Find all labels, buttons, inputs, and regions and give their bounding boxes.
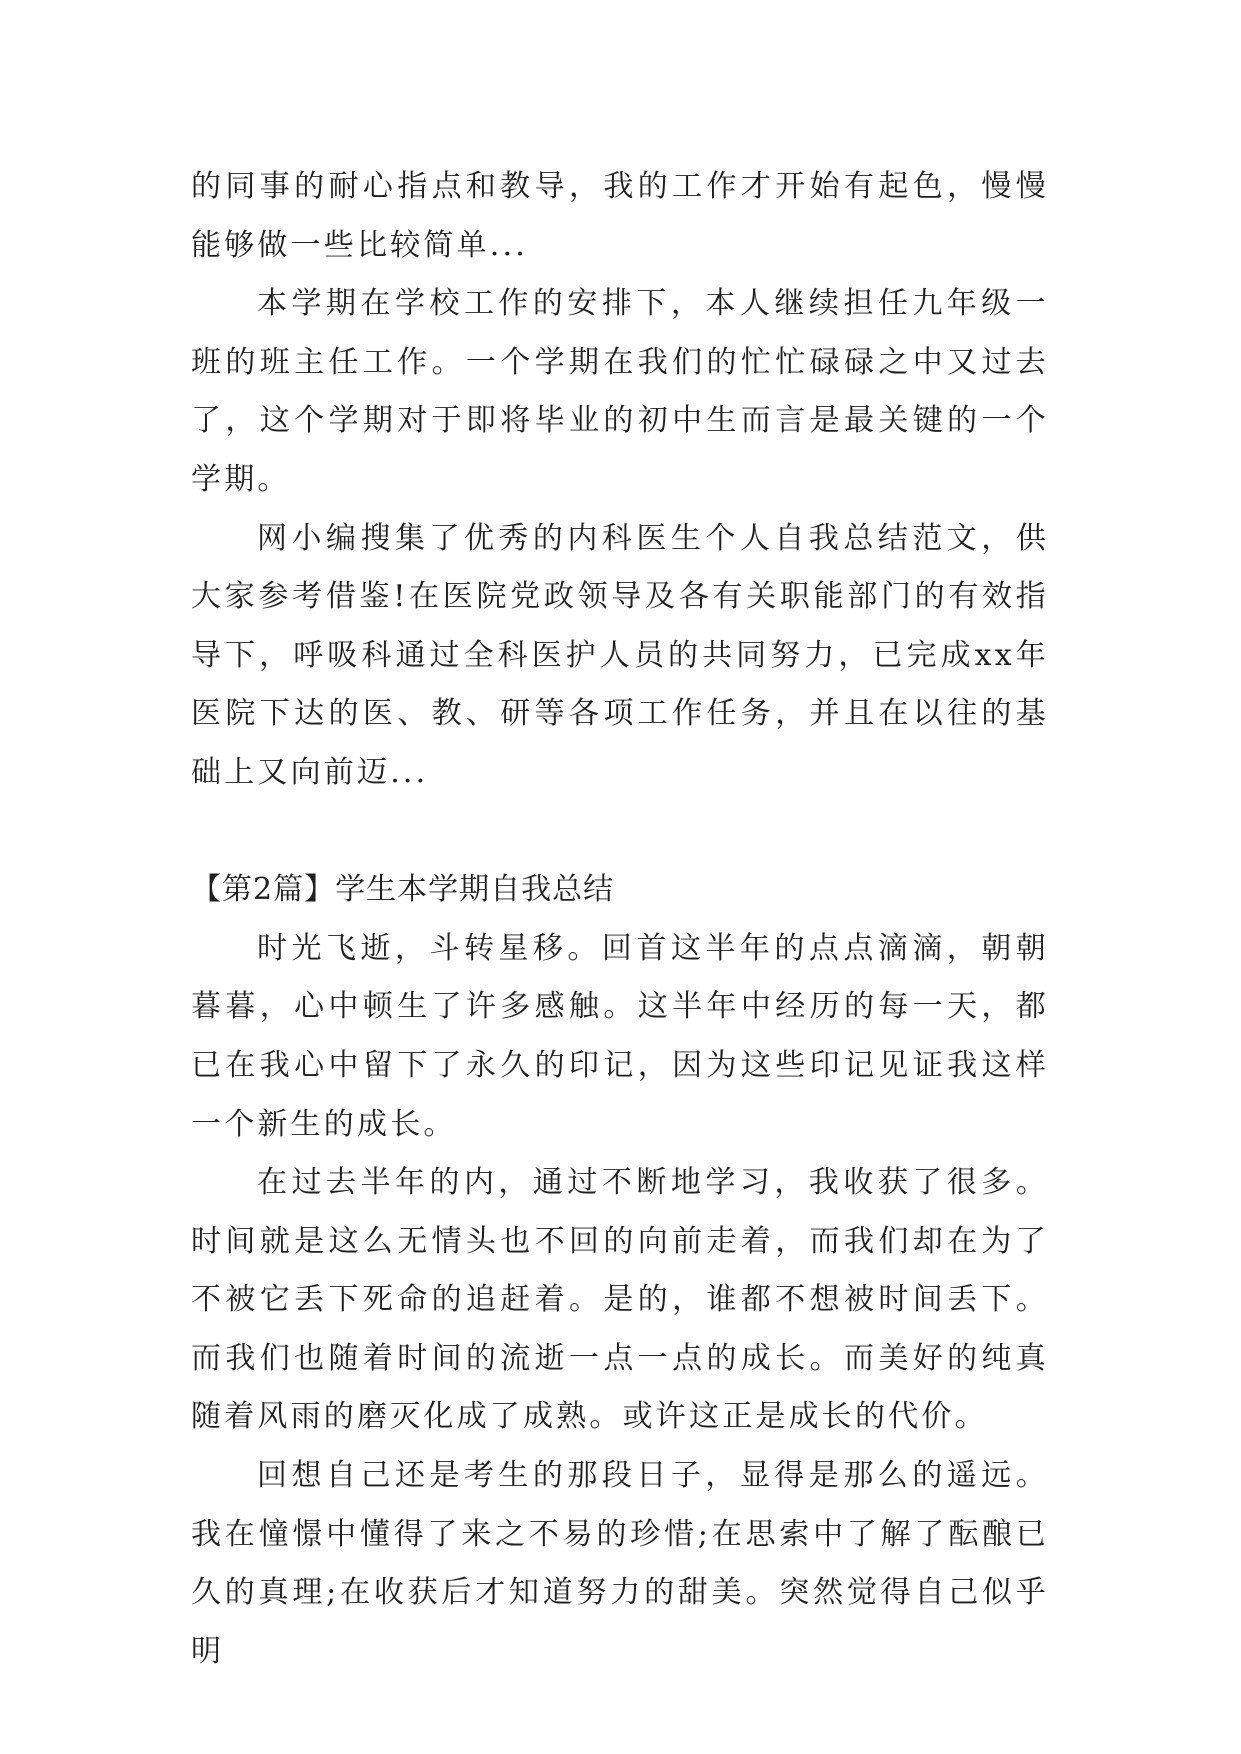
- document-body: [191, 158, 1049, 1681]
- paragraph-doctor-summary: 网小编搜集了优秀的内科医生个人自我总结范文，供大家参考借鉴!在医院党政领导及各有关职能部门的有效指导下，呼吸科通过全科医护人员的共同努力，已完成xx年医院下达的医、教、研等各项工作任务，并且在以往的基础上又向前迈...: [191, 520, 1049, 790]
- paragraph-learning: 在过去半年的内，通过不断地学习，我收获了很多。时间就是这么无情头也不回的向前走着，而我们却在为了不被它丢下死命的追赶着。是的，谁都不想被时间丢下。而我们也随着时间的流逝一点一点的成长。而美好的纯真随着风雨的磨灭化成了成熟。或许这正是成长的代价。: [191, 1165, 1049, 1435]
- section-heading: 【第2篇】学生本学期自我总结: [191, 872, 615, 908]
- paragraph-recollection: 回想自己还是考生的那段日子，显得是那么的遥远。我在憧憬中懂得了来之不易的珍惜;在思索中了解了酝酿已久的真理;在收获后才知道努力的甜美。突然觉得自己似乎明: [191, 1458, 1049, 1669]
- paragraph-continuation: 的同事的耐心指点和教导，我的工作才开始有起色，慢慢能够做一些比较简单...: [191, 169, 1049, 263]
- paragraph-time-flies: 时光飞逝，斗转星移。回首这半年的点点滴滴，朝朝暮暮，心中顿生了许多感触。这半年中经历的每一天，都已在我心中留下了永久的印记，因为这些印记见证我这样一个新生的成长。: [191, 930, 1049, 1142]
- section-spacer: [191, 803, 1049, 862]
- paragraph-class-teacher: 本学期在学校工作的安排下，本人继续担任九年级一班的班主任工作。一个学期在我们的忙忙碌碌之中又过去了，这个学期对于即将毕业的初中生而言是最关键的一个学期。: [191, 286, 1049, 497]
